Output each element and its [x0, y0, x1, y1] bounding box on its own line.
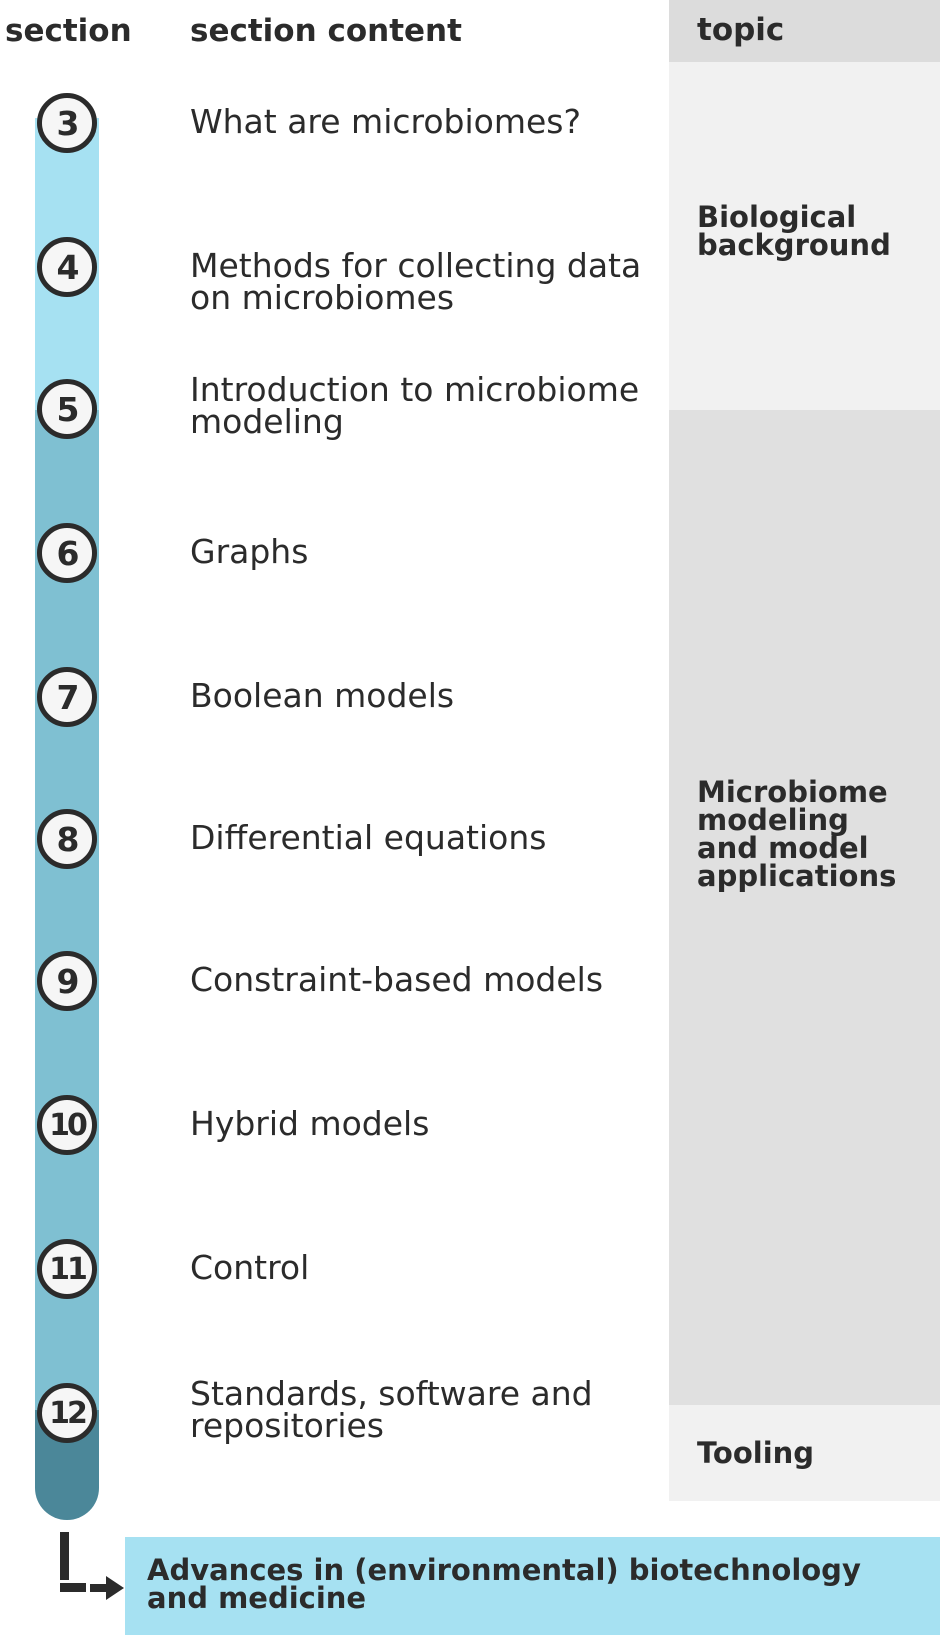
section-badge-4: 4	[37, 237, 97, 297]
outcome-label: Advances in (environmental) biotechnology and medicine	[147, 1553, 861, 1615]
section-title-11: Control	[190, 1248, 310, 1287]
section-title-8: Differential equations	[190, 818, 547, 857]
section-badge-5: 5	[37, 379, 97, 439]
section-title-3: What are microbiomes?	[190, 102, 582, 141]
connector-elbow	[60, 1583, 86, 1592]
topic-biological-label: Biological background	[697, 200, 891, 262]
section-badge-7: 7	[37, 667, 97, 727]
topic-tooling-label: Tooling	[697, 1436, 815, 1470]
section-badge-9: 9	[37, 951, 97, 1011]
outcome-box	[125, 1537, 940, 1635]
section-column-header: section	[5, 13, 132, 49]
section-badge-8: 8	[37, 809, 97, 869]
connector-line	[60, 1532, 69, 1580]
section-badge-10: 10	[37, 1095, 97, 1155]
topic-header-label: topic	[697, 12, 785, 48]
section-title-4: Methods for collecting data on microbiomes	[190, 246, 642, 317]
topic-tooling	[669, 1405, 940, 1501]
section-badge-6: 6	[37, 523, 97, 583]
section-title-7: Boolean models	[190, 676, 455, 715]
topic-column-header	[669, 0, 940, 62]
topic-modeling-label: Microbiome modeling and model applications	[697, 775, 897, 893]
section-badge-3: 3	[37, 93, 97, 153]
section-content-column-header: section content	[190, 13, 462, 49]
topic-microbiome-modeling	[669, 410, 940, 1405]
section-title-6: Graphs	[190, 532, 309, 571]
section-title-9: Constraint-based models	[190, 960, 604, 999]
topic-biological-background	[669, 62, 940, 410]
section-badge-12: 12	[37, 1383, 97, 1443]
section-title-5: Introduction to microbiome modeling	[190, 370, 640, 441]
section-title-12: Standards, software and repositories	[190, 1374, 593, 1445]
section-title-10: Hybrid models	[190, 1104, 430, 1143]
arrow-right-icon	[90, 1574, 124, 1602]
section-badge-11: 11	[37, 1239, 97, 1299]
